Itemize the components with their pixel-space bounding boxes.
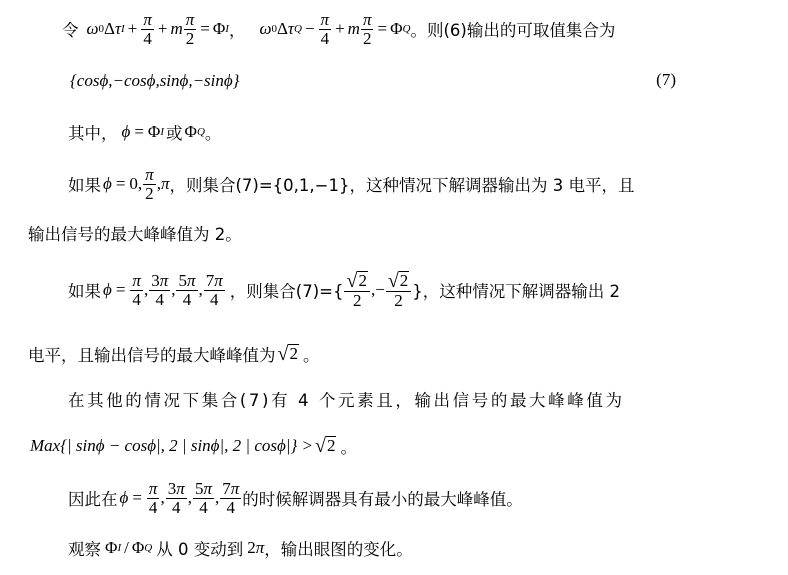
text-line-8: 在其他的情况下集合(7)有 4 个元素且，输出信号的最大峰峰值为 — [68, 391, 625, 410]
text-line-10: 因此在 ϕ = $\frac{\pi}{4}$ , $\frac{3\pi}{4}$ , $\frac{5\pi}{4}$ , $\frac{7\pi}{4}$ 的时候解调器具有最小的最大峰峰值。 — [68, 478, 523, 517]
set-expression: {cosϕ,−cosϕ,sinϕ,−sinϕ} — [70, 71, 240, 90]
text-line-7: 电平，且输出信号的最大峰峰值为 √ 2 。 — [28, 343, 320, 365]
text-line-11: 观察 Φ I / Φ Q 从 0 变动到 2 π ，输出眼图的变化。 — [68, 538, 413, 559]
equation-line-2 — [70, 68, 240, 94]
text-line-3: 其中， ϕ = Φ I 或 Φ Q 。 — [68, 122, 222, 143]
text-line-5: 输出信号的最大峰峰值为 2。 — [28, 225, 242, 244]
equation-number: (7) — [656, 70, 676, 89]
equation-line-1: 令 ω 0 Δ τ I + $\frac{\pi}{4}$ + m $\frac{\pi}{2}$ = Φ I ， ω 0 Δ τ Q − $\frac{\pi}{4}$ + m $\frac{\pi}{2}$ = Φ Q 。则(6)输出的可取值集合为 — [62, 9, 616, 48]
text-line-4: 如果 ϕ = 0, $\frac{\pi}{2}$ , π ，则集合(7)={0,1,−1}，这种情况下解调器输出为 3 电平，且 — [68, 164, 635, 203]
text-line-6: 如果 ϕ = $\frac{\pi}{4}$ , $\frac{3\pi}{4}$ , $\frac{5\pi}{4}$ , $\frac{7\pi}{4}$ ，则集合(7)={ √ 2 2 ,− √ 2 2 }，这种情况下解调器输出 2 — [68, 269, 621, 310]
text-line-9: Max{| sinϕ − cosϕ|, 2 | sinϕ|, 2 | cosϕ|} > √ 2 。 — [30, 435, 357, 457]
text-ling: 令 — [62, 21, 79, 40]
